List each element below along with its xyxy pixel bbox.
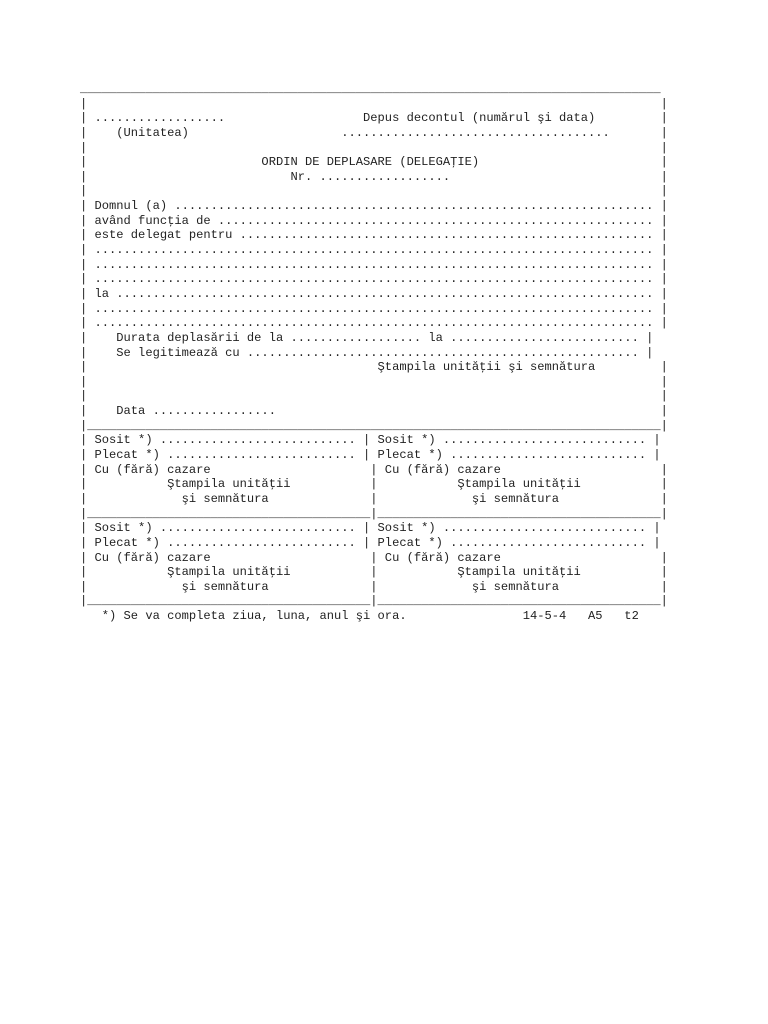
form-line: ________________________________________________________________________________: [80, 82, 661, 96]
form-line: | Durata deplasării de la .................. la .......................... |: [80, 330, 654, 345]
form-line: | Ştampila unităţii şi semnătura |: [80, 360, 668, 375]
form-line: | la .......................................................................... |: [80, 286, 668, 301]
form-line: | ............................................................................. |: [80, 316, 668, 331]
form-line: | |: [80, 374, 668, 389]
form-line: | Sosit *) ........................... | Sosit *) ............................ |: [80, 521, 661, 536]
delegation-order-form: [80, 82, 668, 624]
form-line: | Data ................. |: [80, 404, 668, 419]
form-line: | Sosit *) ........................... | Sosit *) ............................ |: [80, 433, 661, 448]
form-line: *) Se va completa ziua, luna, anul şi ora. 14-5-4 A5 t2: [80, 609, 639, 624]
form-line: | având funcţia de ............................................................ |: [80, 213, 668, 228]
form-line: | ORDIN DE DEPLASARE (DELEGAŢIE) |: [80, 155, 668, 170]
form-line: | şi semnătura | şi semnătura |: [80, 579, 668, 594]
form-line: | Domnul (a) .................................................................. |: [80, 199, 668, 214]
form-line: | Plecat *) .......................... | Plecat *) ........................... |: [80, 535, 661, 550]
form-line: | Nr. .................. |: [80, 169, 668, 184]
form-line: | (Unitatea) ..................................... |: [80, 125, 668, 140]
form-line: |_______________________________________|_______________________________________|: [80, 594, 668, 609]
form-line: | ............................................................................. |: [80, 257, 668, 272]
form-line: |_______________________________________|_______________________________________|: [80, 506, 668, 521]
form-line: | Ştampila unităţii | Ştampila unităţii |: [80, 477, 668, 492]
form-line: | ............................................................................. |: [80, 243, 668, 258]
form-line: | Se legitimează cu ...................................................... |: [80, 345, 654, 360]
form-line: | Cu (fără) cazare | Cu (fără) cazare |: [80, 550, 668, 565]
form-line: | Cu (fără) cazare | Cu (fără) cazare |: [80, 462, 668, 477]
form-line: | |: [80, 96, 668, 111]
form-line: | .................. Depus decontul (numărul şi data) |: [80, 111, 668, 126]
form-line: | este delegat pentru ......................................................... |: [80, 228, 668, 243]
form-line: | |: [80, 184, 668, 199]
form-line: | Plecat *) .......................... | Plecat *) ........................... |: [80, 448, 661, 463]
form-line: | şi semnătura | şi semnătura |: [80, 491, 668, 506]
form-line: | |: [80, 140, 668, 155]
form-line: |_______________________________________________________________________________|: [80, 418, 668, 433]
form-line: | |: [80, 389, 668, 404]
form-line: | ............................................................................. |: [80, 301, 668, 316]
form-line: | ............................................................................. |: [80, 272, 668, 287]
form-line: | Ştampila unităţii | Ştampila unităţii |: [80, 565, 668, 580]
